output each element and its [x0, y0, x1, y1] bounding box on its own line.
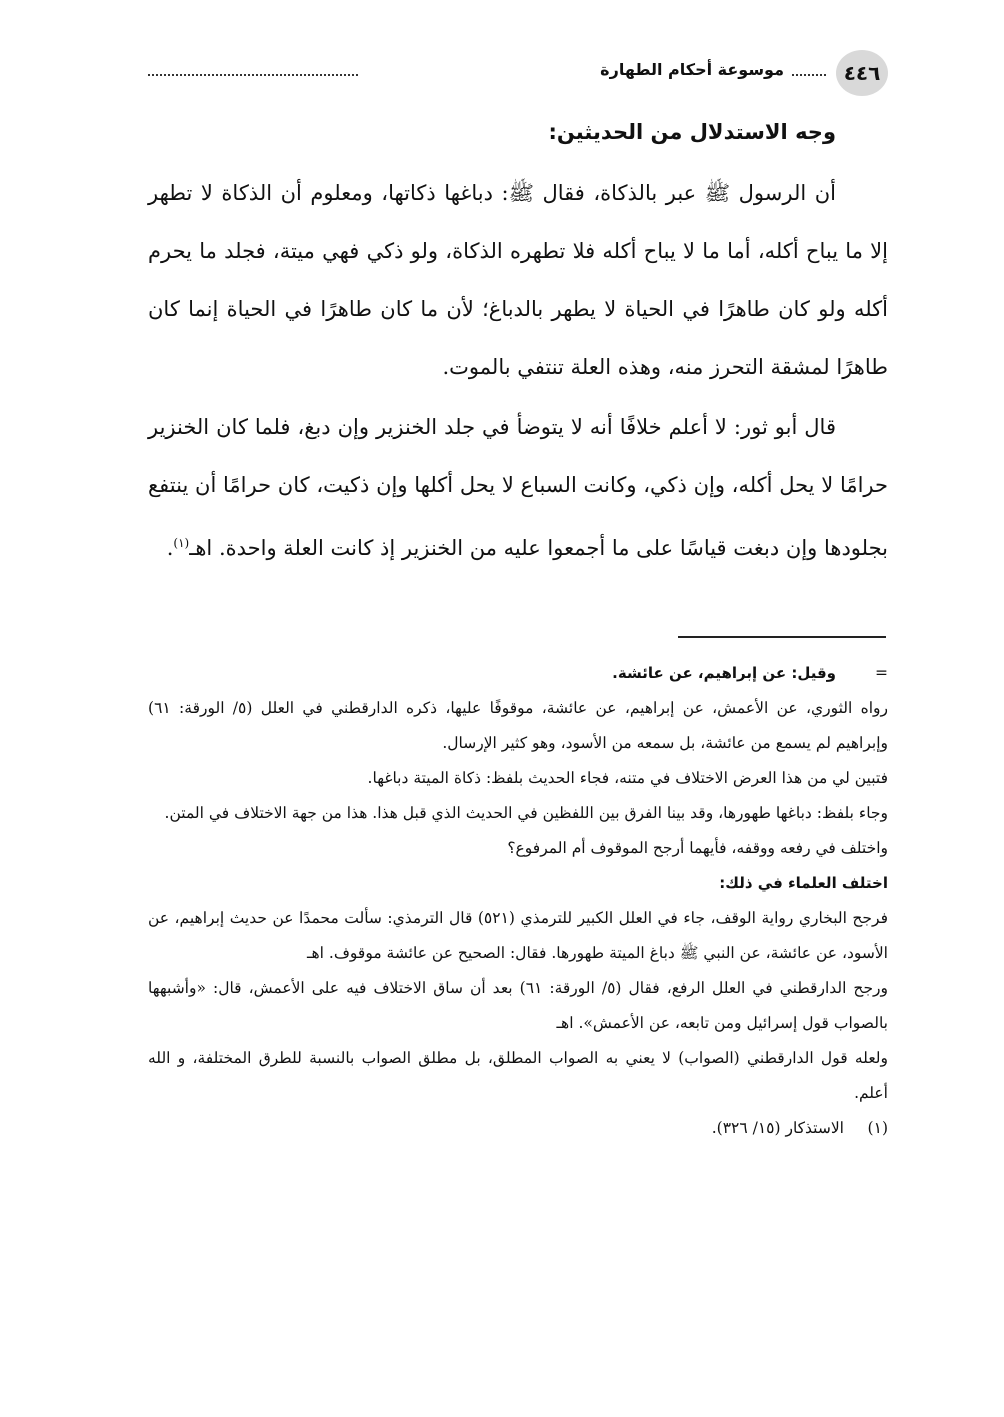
book-title: موسوعة أحكام الطهارة [600, 60, 784, 79]
footnote-1 [148, 1111, 888, 1146]
footnote-para-7: ولعله قول الدارقطني (الصواب) لا يعني به الصواب المطلق، بل مطلق الصواب بالنسبة للطرق المختلفة، و الله أعلم. [148, 1049, 888, 1102]
paragraph-1: أن الرسول ﷺ عبر بالذكاة، فقال ﷺ: دباغها ذكاتها، ومعلوم أن الذكاة لا تطهر إلا ما يباح أكله، أما ما لا يباح أكله فلا تطهره الذكاة، ولو ذكي فهي ميتة، فجلد ما يحرم أكله ولو كان طاهرًا في الحياة لا يطهر بالدباغ؛ لأن ما كان طاهرًا في الحياة إنما كان طاهرًا لمشقة التحرز منه، وهذه العلة تنتفي بالموت. [148, 181, 888, 379]
footnotes [148, 656, 888, 1146]
footnote-para-6: ورجح الدارقطني في العلل الرفع، فقال (٥/ الورقة: ٦١) بعد أن ساق الاختلاف فيه على الأعمش، قال: «وأشبهها بالصواب قول إسرائيل ومن تابعه، عن الأعمش». اهـ [148, 979, 888, 1032]
footnote-para-3: وجاء بلفظ: دباغها طهورها، وقد بينا الفرق بين اللفظين في الحديث الذي قبل هذا. هذا من جهة الاختلاف في المتن. [164, 804, 888, 822]
footnote-para-1: رواه الثوري، عن الأعمش، عن إبراهيم، عن عائشة، موقوفًا عليها، ذكره الدارقطني في العلل (٥/ الورقة: ٦١) وإبراهيم لم يسمع من عائشة، بل سمعه من الأسود، وهو كثير الإرسال. [148, 699, 889, 752]
header-dotted-leader-left [148, 74, 358, 76]
footnote-reference-1[interactable]: (١) [173, 536, 190, 550]
paragraph-2-end: . [166, 536, 174, 560]
footnote-separator [678, 636, 886, 638]
paragraph-2-text: قال أبو ثور: لا أعلم خلافًا أنه لا يتوضأ في جلد الخنزير وإن دبغ، فلما كان الخنزير حرامًا لا يحل أكله، وإن ذكي، وكانت السباع لا يحل أكلها وإن ذكيت، كان حرامًا أن ينتفع بجلودها وإن دبغت قياسًا على ما أجمعوا عليه من الخنزير إذ كانت العلة واحدة. اهـ [148, 415, 888, 560]
footnote-1-number: (١) [867, 1119, 888, 1137]
footnote-para-5: فرجح البخاري رواية الوقف، جاء في العلل الكبير للترمذي (٥٢١) قال الترمذي: سألت محمدًا عن حديث إبراهيم، عن الأسود، عن عائشة، عن النبي ﷺ دباغ الميتة طهورها. فقال: الصحيح عن عائشة موقوف. اهـ [148, 909, 888, 962]
continuation-mark: = [875, 664, 888, 682]
section-heading: وجه الاستدلال من الحديثين: [548, 120, 836, 144]
running-header [148, 50, 888, 98]
footnote-para-4: واختلف في رفعه ووقفه، فأيهما أرجح الموقوف أم المرفوع؟ [507, 839, 888, 857]
footnote-continuation [148, 656, 888, 691]
main-text [148, 112, 888, 579]
footnote-line-1: وقيل: عن إبراهيم، عن عائشة. [612, 664, 836, 682]
footnote-1-text: الاستذكار (١٥/ ٣٢٦). [711, 1119, 844, 1137]
footnote-para-2: فتبين لي من هذا العرض الاختلاف في متنه، فجاء الحديث بلفظ: ذكاة الميتة دباغها. [367, 769, 888, 787]
header-dotted-leader-right [792, 74, 826, 76]
page-number: ٤٤٦ [836, 50, 888, 96]
paragraph-2 [148, 398, 888, 577]
footnote-heading: اختلف العلماء في ذلك: [719, 874, 888, 892]
